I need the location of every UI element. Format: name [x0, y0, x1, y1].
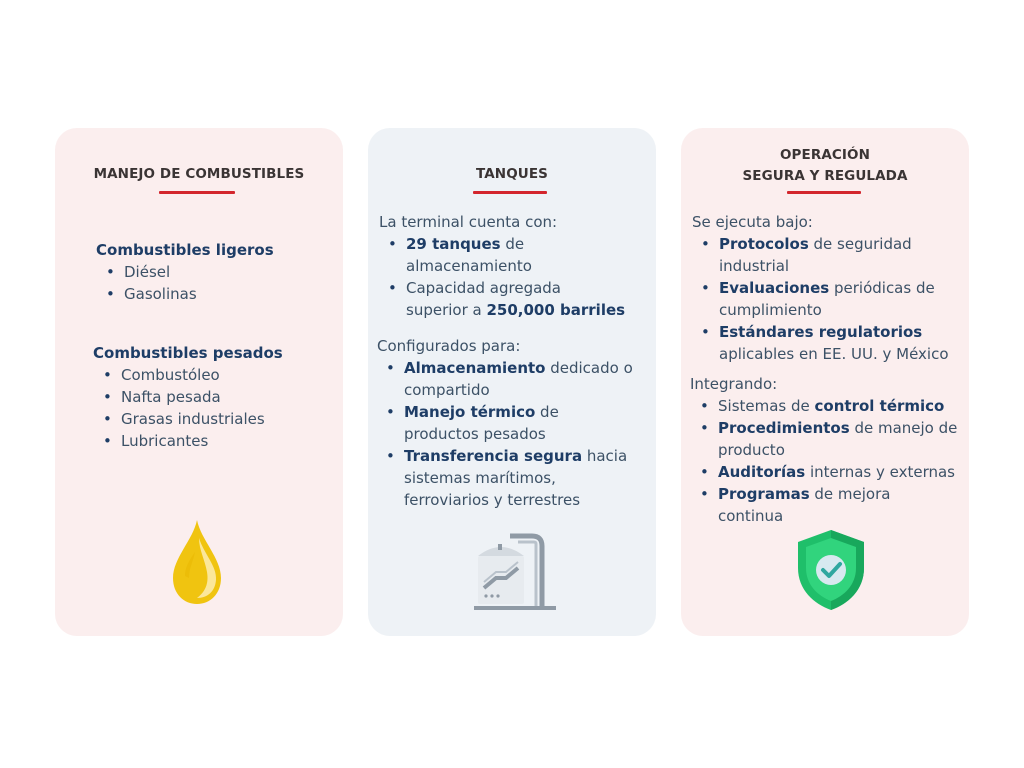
bullet: • — [700, 419, 709, 437]
list-item: Manejo térmico de — [404, 403, 559, 421]
bullet: • — [701, 279, 710, 297]
list-item: Estándares regulatorios — [719, 323, 923, 341]
list-item: Protocolos de seguridad — [719, 235, 912, 253]
list-item: Sistemas de control térmico — [718, 397, 945, 415]
list-item: Nafta pesada — [121, 388, 221, 406]
bullet: • — [386, 447, 395, 465]
bullet: • — [700, 397, 709, 415]
list-item: Capacidad agregada — [406, 279, 562, 297]
bullet: • — [701, 235, 710, 253]
bullet: • — [106, 263, 115, 281]
bullet: • — [106, 285, 115, 303]
list-item-cont: superior a 250,000 barriles — [406, 301, 626, 319]
list-item: Programas de mejora — [718, 485, 891, 503]
card-fuel-handling — [55, 128, 343, 636]
list-item: Transferencia segura hacia — [404, 447, 628, 465]
list-item: Almacenamiento dedicado o — [404, 359, 633, 377]
bullet: • — [700, 485, 709, 503]
list-item-cont: aplicables en EE. UU. y México — [719, 345, 949, 363]
card-tanks — [368, 128, 656, 636]
bullet: • — [103, 388, 112, 406]
list-item-cont: cumplimiento — [719, 301, 822, 319]
shield-check-icon — [796, 528, 866, 612]
list-item: Auditorías internas y externas — [718, 463, 955, 481]
list-item-cont: sistemas marítimos, — [404, 469, 556, 487]
bullet: • — [700, 463, 709, 481]
list-item-cont: compartido — [404, 381, 490, 399]
bullet: • — [388, 279, 397, 297]
bullet: • — [386, 359, 395, 377]
card-title: TANQUES — [476, 166, 548, 182]
bullet: • — [701, 323, 710, 341]
title-underline — [159, 191, 235, 194]
list-item: 29 tanques de — [406, 235, 525, 253]
intro-text: Configurados para: — [377, 337, 521, 355]
list-item-cont: producto — [718, 441, 785, 459]
group-heading-light: Combustibles ligeros — [96, 241, 274, 259]
oil-drop-icon — [171, 518, 223, 606]
title-underline — [473, 191, 547, 194]
bullet: • — [103, 432, 112, 450]
card-safe-operation — [681, 128, 969, 636]
group-heading-heavy: Combustibles pesados — [93, 344, 283, 362]
list-item: Procedimientos de manejo de — [718, 419, 958, 437]
intro-text: Se ejecuta bajo: — [692, 213, 813, 231]
bullet: • — [103, 366, 112, 384]
list-item-cont: almacenamiento — [406, 257, 532, 275]
title-underline — [787, 191, 861, 194]
card-title-line2: SEGURA Y REGULADA — [742, 168, 908, 184]
list-item-cont: productos pesados — [404, 425, 546, 443]
bullet: • — [388, 235, 397, 253]
card-title: MANEJO DE COMBUSTIBLES — [93, 166, 305, 182]
list-item: Combustóleo — [121, 366, 220, 384]
list-item-cont: continua — [718, 507, 784, 525]
list-item: Diésel — [124, 263, 171, 281]
bullet: • — [386, 403, 395, 421]
bullet: • — [103, 410, 112, 428]
list-item: Evaluaciones periódicas de — [719, 279, 935, 297]
card-title-line1: OPERACIÓN — [779, 147, 871, 163]
list-item-cont: industrial — [719, 257, 790, 275]
storage-tank-icon — [472, 526, 560, 614]
list-item: Gasolinas — [124, 285, 197, 303]
list-item: Lubricantes — [121, 432, 209, 450]
list-item: Grasas industriales — [121, 410, 265, 428]
list-item-cont: ferroviarios y terrestres — [404, 491, 581, 509]
intro-text: Integrando: — [690, 375, 778, 393]
intro-text: La terminal cuenta con: — [379, 213, 558, 231]
